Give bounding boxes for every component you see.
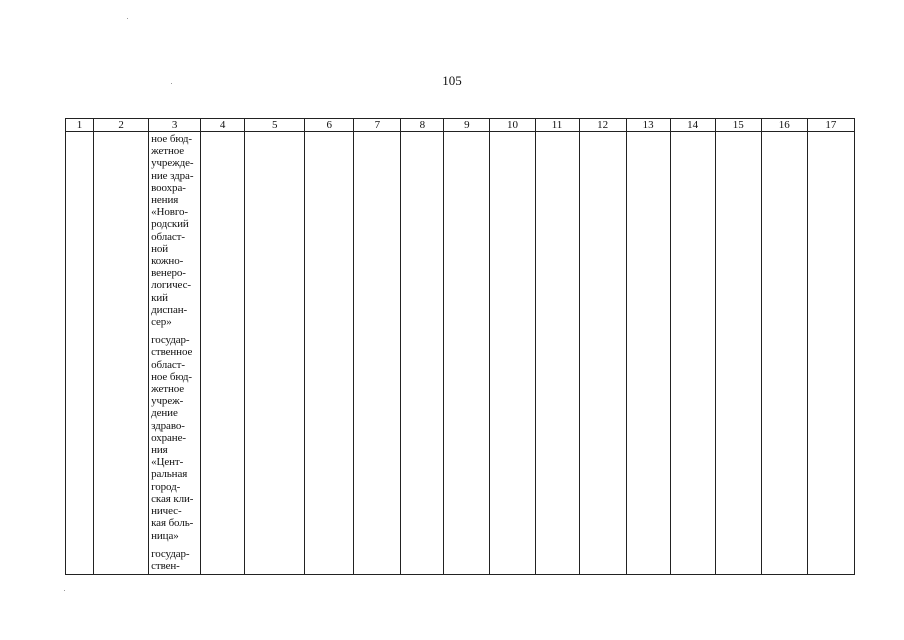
column-header: 3 [149,119,201,132]
table-cell [354,132,401,575]
scan-speck [64,590,65,591]
column-header: 7 [354,119,401,132]
column-header: 5 [245,119,305,132]
table-cell [201,132,245,575]
table-cell [579,132,626,575]
header-row [66,119,855,132]
organization-entry: государ- ственное област- ное бюд- жетное учреж- дение здраво- охране- ния «Цент- ральная город- ская кли- ничес- кая боль- ница» [151,334,194,542]
table-cell [305,132,354,575]
column-header: 4 [201,119,245,132]
column-header: 14 [670,119,715,132]
data-table [65,118,855,575]
column-header: 17 [807,119,854,132]
column-header: 13 [626,119,670,132]
column-header: 1 [66,119,94,132]
table-cell [807,132,854,575]
page-number: 105 [442,73,462,88]
table-cell [66,132,94,575]
table-row [66,132,855,575]
table-cell [626,132,670,575]
table-cell-organizations [149,132,201,575]
column-header: 9 [444,119,490,132]
table-cell [715,132,761,575]
column-header: 6 [305,119,354,132]
column-header: 2 [94,119,149,132]
column-header: 10 [490,119,535,132]
column-header: 16 [761,119,807,132]
scan-speck [127,18,128,19]
column-header: 15 [715,119,761,132]
table-cell [401,132,444,575]
organization-entry: государ- ствен- [151,547,190,572]
table-cell [444,132,490,575]
table-cell [94,132,149,575]
column-header: 12 [579,119,626,132]
table-cell [535,132,579,575]
column-header: 8 [401,119,444,132]
table-cell [490,132,535,575]
table-cell [761,132,807,575]
organization-entry: ное бюд- жетное учрежде- ние здра- воохра- нения «Новго- родский област- ной кожно- венеро- логичес- кий диспан- сер» [151,133,194,329]
column-header: 11 [535,119,579,132]
scan-speck [171,83,172,84]
table-cell [670,132,715,575]
table-cell [245,132,305,575]
